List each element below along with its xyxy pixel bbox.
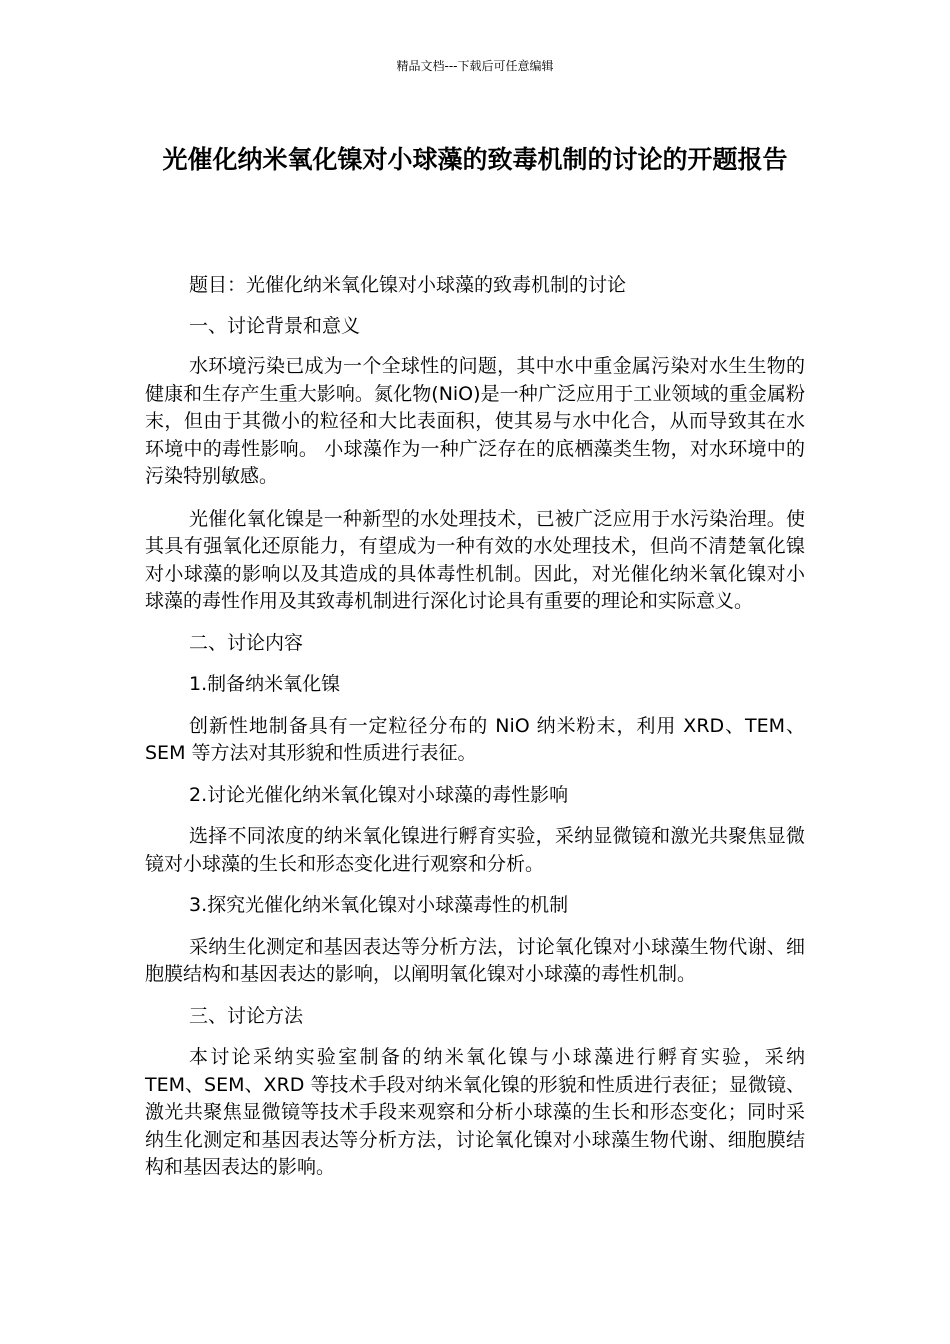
paragraph-background-2: 光催化氧化镍是一种新型的水处理技术，已被广泛应用于水污染治理。使其具有强氧化还原能力，有望成为一种有效的水处理技术，但尚不清楚氧化镍对小球藻的影响以及其造成的具体毒性机制。因此，对光催化纳米氧化镍对小球藻的毒性作用及其致毒机制进行深化讨论具有重要的理论和实际意义。 [145,507,805,612]
subheading-toxicity-mechanism: 3.探究光催化纳米氧化镍对小球藻毒性的机制 [189,894,569,916]
document-title: 光催化纳米氧化镍对小球藻的致毒机制的讨论的开题报告 [162,145,788,174]
subheading-prepare-nio: 1.制备纳米氧化镍 [189,673,341,695]
section-heading-methods: 三、讨论方法 [189,1004,304,1027]
paragraph-prepare-nio: 创新性地制备具有一定粒径分布的 NiO 纳米粉末，利用 XRD、TEM、SEM 等方法对其形貌和性质进行表征。 [145,714,805,764]
section-heading-content: 二、讨论内容 [189,631,304,654]
paragraph-toxicity-effect: 选择不同浓度的纳米氧化镍进行孵育实验，采纳显微镜和激光共聚焦显微镜对小球藻的生长和形态变化进行观察和分析。 [145,825,805,875]
paragraph-methods: 本讨论采纳实验室制备的纳米氧化镍与小球藻进行孵育实验，采纳 TEM、SEM、XRD 等技术手段对纳米氧化镍的形貌和性质进行表征；显微镜、激光共聚焦显微镜等技术手段来观察和分析小球藻的生长和形态变化；同时采纳生化测定和基因表达等分析方法，讨论氧化镍对小球藻生物代谢、细胞膜结构和基因表达的影响。 [145,1046,805,1178]
paragraph-background-1: 水环境污染已成为一个全球性的问题，其中水中重金属污染对水生生物的健康和生存产生重大影响。氮化物(NiO)是一种广泛应用于工业领域的重金属粉末，但由于其微小的粒径和大比表面积，使其易与水中化合，从而导致其在水环境中的毒性影响。 小球藻作为一种广泛存在的底栖藻类生物，对水环境中的污染特别敏感。 [145,355,805,487]
page-header-note: 精品文档---下载后可任意编辑 [396,59,554,73]
topic-line: 题目：光催化纳米氧化镍对小球藻的致毒机制的讨论 [189,274,627,296]
paragraph-toxicity-mechanism: 采纳生化测定和基因表达等分析方法，讨论氧化镍对小球藻生物代谢、细胞膜结构和基因表达的影响，以阐明氧化镍对小球藻的毒性机制。 [145,935,805,985]
subheading-toxicity-effect: 2.讨论光催化纳米氧化镍对小球藻的毒性影响 [189,783,569,806]
section-heading-background: 一、讨论背景和意义 [189,314,361,337]
document-body [145,272,805,1182]
